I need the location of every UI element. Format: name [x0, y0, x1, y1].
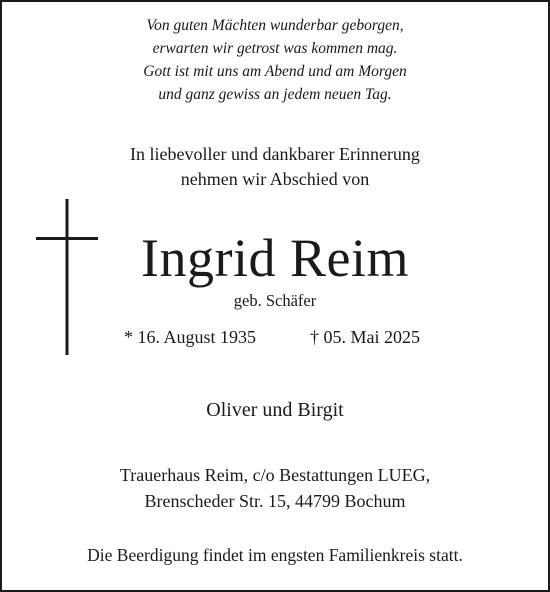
intro-line: In liebevoller und dankbarer Erinnerung — [130, 144, 420, 164]
birth-name: geb. Schäfer — [233, 291, 317, 310]
poem-line: erwarten wir getrost was kommen mag. — [152, 40, 398, 57]
funeral-note: Die Beerdigung findet im engsten Familienkreis statt. — [87, 545, 463, 565]
poem-line: Von guten Mächten wunderbar geborgen, — [146, 17, 404, 34]
address — [0, 462, 550, 514]
intro-text — [0, 142, 550, 192]
mourners: Oliver und Birgit — [206, 399, 344, 421]
deceased-name: Ingrid Reim — [141, 228, 409, 288]
death-date: † 05. Mai 2025 — [310, 327, 420, 347]
birth-date: * 16. August 1935 — [124, 327, 257, 347]
address-line: Trauerhaus Reim, c/o Bestattungen LUEG, — [119, 465, 431, 485]
poem — [0, 14, 550, 106]
address-line: Brenscheder Str. 15, 44799 Bochum — [144, 491, 406, 511]
poem-line: und ganz gewiss an jedem neuen Tag. — [158, 86, 392, 103]
poem-line: Gott ist mit uns am Abend und am Morgen — [143, 63, 407, 80]
intro-line: nehmen wir Abschied von — [180, 169, 370, 189]
